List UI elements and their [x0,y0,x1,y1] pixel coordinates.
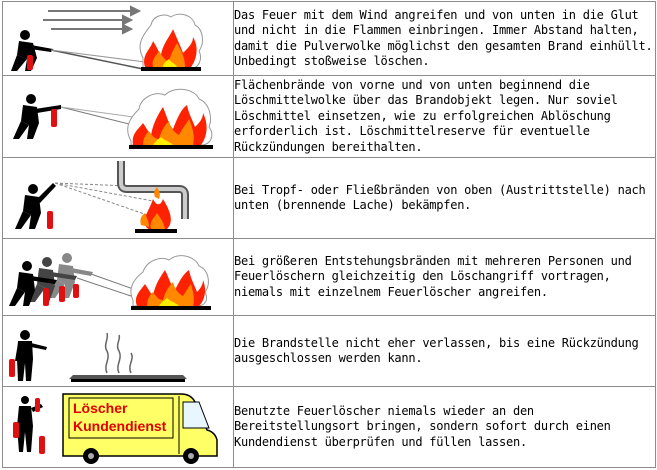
illustration-cell [3,158,234,239]
wind-attack-icon [3,3,233,75]
dripping-fire-icon [3,159,233,238]
van-label-line2: Kundendienst [73,417,167,434]
service-van-icon [3,388,233,467]
guide-row [3,387,656,468]
instruction-text: Die Brandstelle nicht eher verlassen, bis eine Rückzündung ausgeschlossen werden kann. [234,316,656,387]
illustration-cell [3,239,234,316]
guide-row [3,158,656,239]
illustration-cell [3,76,234,158]
guide-row [3,76,656,158]
van-label-line1: Löscher [73,399,128,416]
illustration-cell [3,387,234,468]
guide-row [3,239,656,316]
illustration-cell [3,316,234,387]
instruction-text: Bei Tropf- oder Fließbränden von oben (Austrittstelle) nach unten (brennende Lache) bekämpfen. [234,158,656,239]
surface-fire-icon [3,77,233,157]
instruction-text: Flächenbrände von vorne und von unten beginnend die Löschmittelwolke über das Brandobjekt legen. Nur soviel Löschmittel einsetzen, wie zu erfolgreichen Ablöschung erforderlich ist. Löschmittelreserve für eventuelle Rückzündungen bereithalten. [234,76,656,158]
instruction-text: Bei größeren Entstehungsbränden mit mehreren Personen und Feuerlöschern gleichzeitig den Löschangriff vortragen, niemals mit einzelnem Feuerlöscher angreifen. [234,239,656,316]
instruction-text: Das Feuer mit dem Wind angreifen und von unten in die Glut und nicht in die Flammen einbringen. Immer Abstand halten, damit die Pulverwolke möglichst den gesamten Brand einhüllt. Unbedingt stoßweise löschen. [234,2,656,76]
extinguisher-guide-table [2,1,656,468]
illustration-cell [3,2,234,76]
instruction-text: Benutzte Feuerlöscher niemals wieder an den Bereitstellungsort bringen, sondern sofort durch einen Kundendienst überprüfen und füllen lassen. [234,387,656,468]
guide-row [3,316,656,387]
group-attack-icon [3,240,233,315]
watch-fire-icon [3,317,233,386]
guide-row [3,2,656,76]
